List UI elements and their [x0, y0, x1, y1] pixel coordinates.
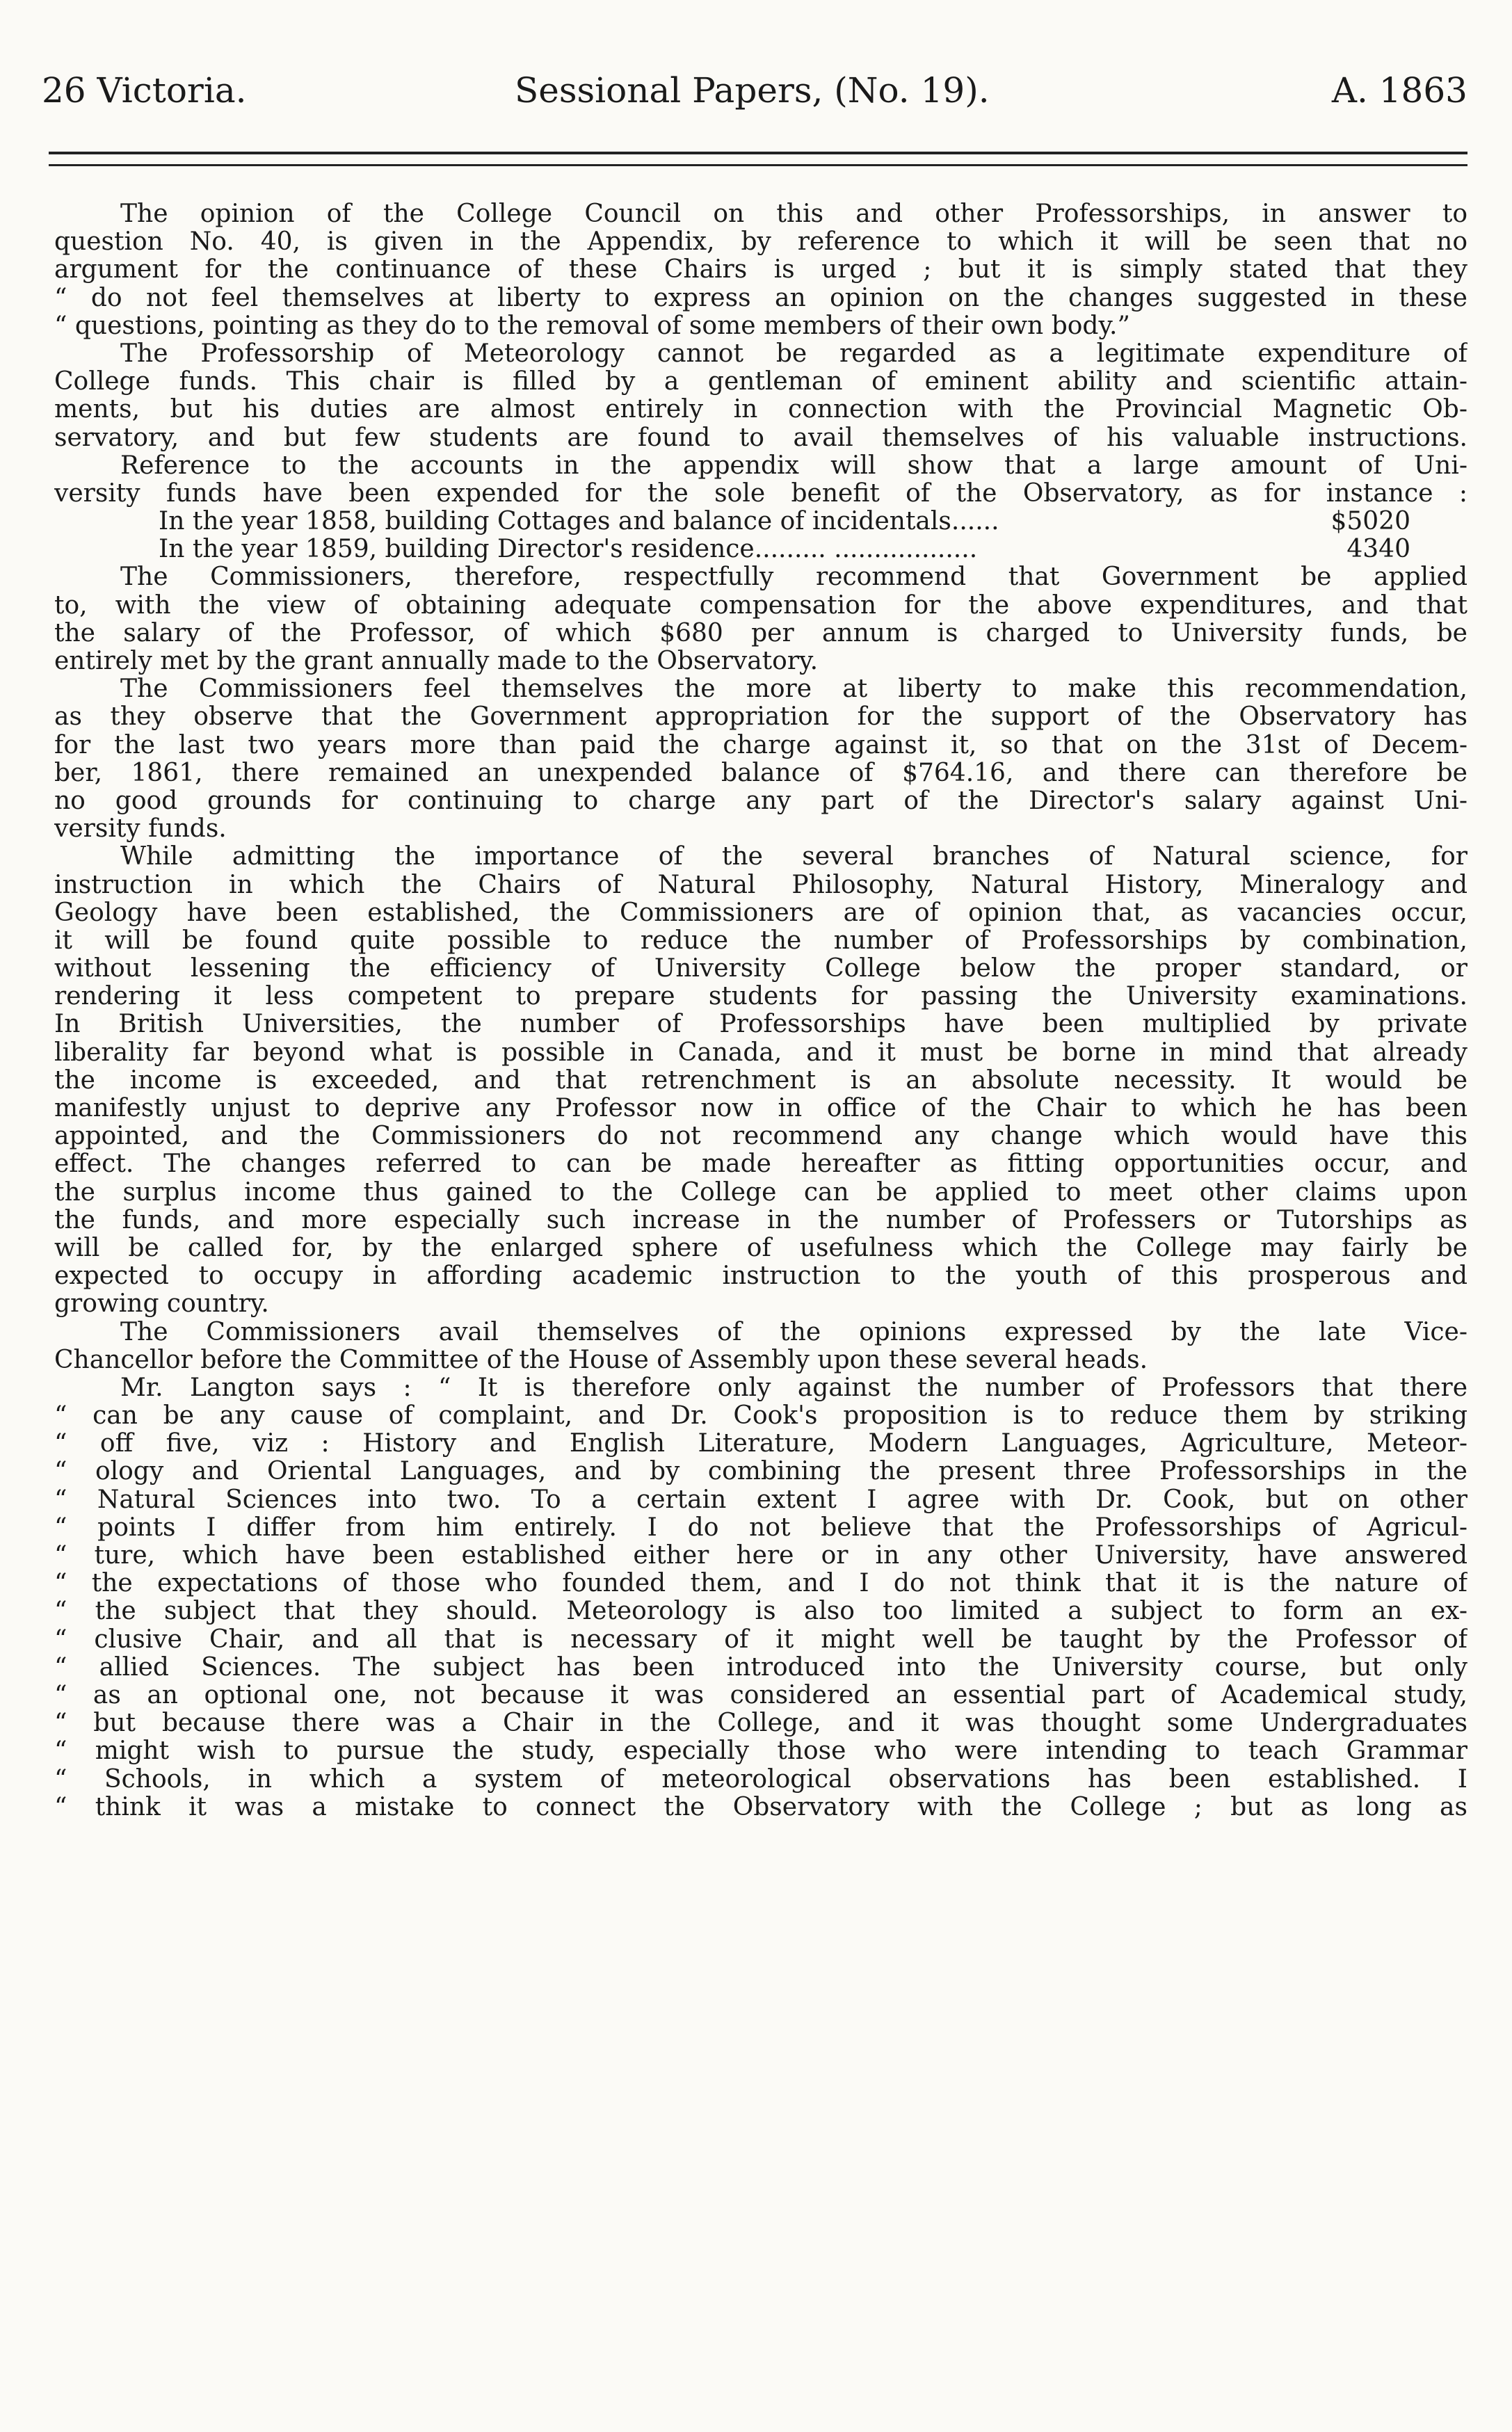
text-line-content: instruction in which the Chairs of Natural Philosophy, Natural History, Mineralogy and — [54, 871, 1467, 899]
text-line — [54, 340, 1467, 368]
text-line — [54, 592, 1467, 620]
header-title: Sessional Papers, (No. 19). — [515, 70, 990, 111]
text-line — [54, 647, 1467, 675]
text-line — [54, 508, 1410, 535]
text-line — [54, 1654, 1467, 1682]
text-line-content: “ points I differ from him entirely. I do not believe that the Professorships of Agricul- — [54, 1513, 1467, 1542]
text-line — [54, 927, 1467, 955]
text-line — [54, 1234, 1467, 1262]
text-line — [54, 1346, 1467, 1374]
amount-value: $5020 — [1330, 508, 1410, 536]
text-line-content: will be called for, by the enlarged sphere of usefulness which the College may fairly be — [54, 1234, 1467, 1262]
text-line-content: Reference to the accounts in the appendix will show that a large amount of Uni- — [120, 451, 1467, 480]
text-line — [54, 1709, 1467, 1737]
text-line — [54, 759, 1467, 787]
text-line-content: ber, 1861, there remained an unexpended balance of $764.16, and there can therefore be — [54, 759, 1467, 787]
text-line-content: “ questions, pointing as they do to the removal of some members of their own body.” — [54, 312, 1130, 340]
text-line-content: the salary of the Professor, of which $680 per annum is charged to University funds, be — [54, 619, 1467, 647]
text-line — [54, 1290, 1467, 1318]
text-line-content: as they observe that the Government appropriation for the support of the Observatory has — [54, 703, 1467, 732]
text-line-content: entirely met by the grant annually made to the Observatory. — [54, 647, 819, 675]
text-line — [54, 899, 1467, 927]
text-line — [54, 1514, 1467, 1542]
text-line-content: The opinion of the College Council on this and other Professorships, in answer to — [120, 200, 1467, 228]
text-line-content: Chancellor before the Committee of the House of Assembly upon these several heads. — [54, 1346, 1148, 1374]
text-line — [54, 871, 1467, 899]
text-line-content: servatory, and but few students are found to avail themselves of his valuable instructions. — [54, 424, 1467, 452]
text-line-content: “ the expectations of those who founded them, and I do not think that it is the nature of — [54, 1570, 1467, 1598]
text-line-content: In British Universities, the number of Professorships have been multiplied by private — [54, 1010, 1467, 1039]
text-line — [54, 256, 1467, 284]
text-line — [54, 1122, 1467, 1150]
text-line — [54, 955, 1467, 983]
header-rule-top — [49, 152, 1467, 154]
text-line-content: expected to occupy in affording academic instruction to the youth of this prosperous and — [54, 1262, 1467, 1291]
text-line-content: “ off five, viz : History and English Literature, Modern Languages, Agriculture, Meteor- — [54, 1430, 1467, 1458]
text-line — [54, 1682, 1467, 1709]
text-line-content: “ ture, which have been established either here or in any other University, have answered — [54, 1542, 1467, 1570]
header-session: 26 Victoria. — [42, 70, 247, 111]
text-line — [54, 284, 1467, 312]
text-line — [54, 1597, 1467, 1625]
text-line-content: the surplus income thus gained to the College can be applied to meet other claims upon — [54, 1178, 1467, 1207]
text-line — [54, 535, 1410, 563]
text-line — [54, 480, 1467, 508]
text-line-content: While admitting the importance of the several branches of Natural science, for — [120, 843, 1467, 871]
text-line-content: In the year 1859, building Director's residence......... .................. — [159, 535, 978, 564]
text-line — [54, 1626, 1467, 1654]
text-line-content: “ allied Sciences. The subject has been introduced into the University course, but only — [54, 1653, 1467, 1682]
text-line — [54, 983, 1467, 1010]
text-line-content: manifestly unjust to deprive any Professor now in office of the Chair to which he has been — [54, 1095, 1467, 1122]
text-line-content: liberality far beyond what is possible in Canada, and it must be borne in mind that already — [54, 1038, 1467, 1067]
text-line — [54, 1039, 1467, 1067]
text-line — [54, 1794, 1467, 1821]
text-line-content: The Commissioners avail themselves of the opinions expressed by the late Vice- — [120, 1318, 1467, 1346]
text-line-content: to, with the view of obtaining adequate compensation for the above expenditures, and that — [54, 591, 1467, 620]
text-line-content: versity funds have been expended for the sole benefit of the Observatory, as for instance : — [54, 479, 1467, 508]
text-line — [54, 1486, 1467, 1514]
text-line-content: question No. 40, is given in the Appendix, by reference to which it will be seen that no — [54, 228, 1467, 257]
text-line-content: In the year 1858, building Cottages and balance of incidentals...... — [159, 508, 999, 536]
amount-value: 4340 — [1346, 535, 1410, 564]
text-line-content: for the last two years more than paid the charge against it, so that on the 31st of Decem- — [54, 731, 1467, 759]
text-line — [54, 787, 1467, 815]
text-line-content: Mr. Langton says : “ It is therefore only against the number of Professors that there — [120, 1374, 1467, 1402]
text-line — [54, 1542, 1467, 1570]
text-line-content: “ can be any cause of complaint, and Dr. Cook's proposition is to reduce them by striking — [54, 1402, 1467, 1431]
text-line-content: “ clusive Chair, and all that is necessary of it might well be taught by the Professor of — [54, 1625, 1467, 1654]
text-line-content: The Commissioners, therefore, respectfully recommend that Government be applied — [120, 563, 1467, 592]
text-line — [54, 1179, 1467, 1207]
text-line-content: ments, but his duties are almost entirely in connection with the Provincial Magnetic Ob- — [54, 396, 1467, 424]
text-line-content: growing country. — [54, 1290, 269, 1319]
text-line-content: effect. The changes referred to can be made hereafter as fitting opportunities occur, and — [54, 1150, 1467, 1179]
text-line — [54, 815, 1467, 843]
text-line — [54, 228, 1467, 256]
text-line — [54, 1010, 1467, 1038]
text-line — [54, 732, 1467, 759]
text-line-content: “ but because there was a Chair in the College, and it was thought some Undergraduates — [54, 1709, 1467, 1738]
text-line — [54, 1458, 1467, 1485]
text-line — [54, 200, 1467, 228]
header-rule-bottom — [49, 164, 1467, 166]
text-line — [54, 1319, 1467, 1346]
text-line — [54, 1737, 1467, 1765]
text-line-content: “ do not feel themselves at liberty to express an opinion on the changes suggested in these — [54, 284, 1467, 312]
text-line-content: without lessening the efficiency of University College below the proper standard, or — [54, 955, 1467, 983]
text-line-content: The Professorship of Meteorology cannot be regarded as a legitimate expenditure of — [120, 339, 1467, 368]
text-line — [54, 675, 1467, 703]
text-line-content: “ ology and Oriental Languages, and by combining the present three Professorships in the — [54, 1458, 1467, 1486]
text-line-content: argument for the continuance of these Chairs is urged ; but it is simply stated that they — [54, 256, 1467, 284]
text-line — [54, 312, 1467, 340]
text-line — [54, 1374, 1467, 1402]
text-line-content: Geology have been established, the Commissioners are of opinion that, as vacancies occur, — [54, 899, 1467, 927]
text-line-content: College funds. This chair is filled by a gentleman of eminent ability and scientific attain- — [54, 368, 1467, 396]
running-header — [42, 66, 1467, 115]
text-line — [54, 1067, 1467, 1095]
text-line — [54, 1570, 1467, 1597]
text-line-content: The Commissioners feel themselves the more at liberty to make this recommendation, — [120, 675, 1467, 704]
text-line-content: the funds, and more especially such increase in the number of Professers or Tutorships as — [54, 1206, 1467, 1234]
header-year: A. 1863 — [1331, 70, 1467, 111]
text-line-content: it will be found quite possible to reduce the number of Professorships by combination, — [54, 926, 1467, 955]
text-line — [54, 368, 1467, 396]
text-line — [54, 1262, 1467, 1290]
text-line — [54, 424, 1467, 452]
text-line-content: “ Natural Sciences into two. To a certain extent I agree with Dr. Cook, but on other — [54, 1485, 1467, 1514]
text-line — [54, 1095, 1467, 1122]
text-line-content: “ as an optional one, not because it was considered an essential part of Academical study, — [54, 1681, 1467, 1709]
text-line — [54, 563, 1467, 591]
text-line-content: “ the subject that they should. Meteorology is also too limited a subject to form an ex- — [54, 1597, 1467, 1626]
text-line-content: no good grounds for continuing to charge any part of the Director's salary against Uni- — [54, 787, 1467, 815]
text-line — [54, 1766, 1467, 1794]
body-text — [54, 200, 1467, 1821]
text-line — [54, 1402, 1467, 1430]
text-line — [54, 452, 1467, 480]
text-line-content: the income is exceeded, and that retrenchment is an absolute necessity. It would be — [54, 1066, 1467, 1095]
text-line-content: “ Schools, in which a system of meteorological observations has been established. I — [54, 1765, 1467, 1794]
text-line — [54, 396, 1467, 424]
text-line-content: appointed, and the Commissioners do not recommend any change which would have this — [54, 1122, 1467, 1151]
text-line — [54, 1150, 1467, 1178]
text-line — [54, 1207, 1467, 1234]
text-line-content: “ might wish to pursue the study, especially those who were intending to teach Grammar — [54, 1737, 1467, 1766]
text-line-content: rendering it less competent to prepare students for passing the University examinations. — [54, 983, 1467, 1011]
text-line — [54, 843, 1467, 871]
text-line-content: “ think it was a mistake to connect the Observatory with the College ; but as long as — [54, 1793, 1467, 1821]
text-line-content: versity funds. — [54, 815, 227, 844]
text-line — [54, 703, 1467, 731]
text-line — [54, 1430, 1467, 1458]
text-line — [54, 620, 1467, 647]
